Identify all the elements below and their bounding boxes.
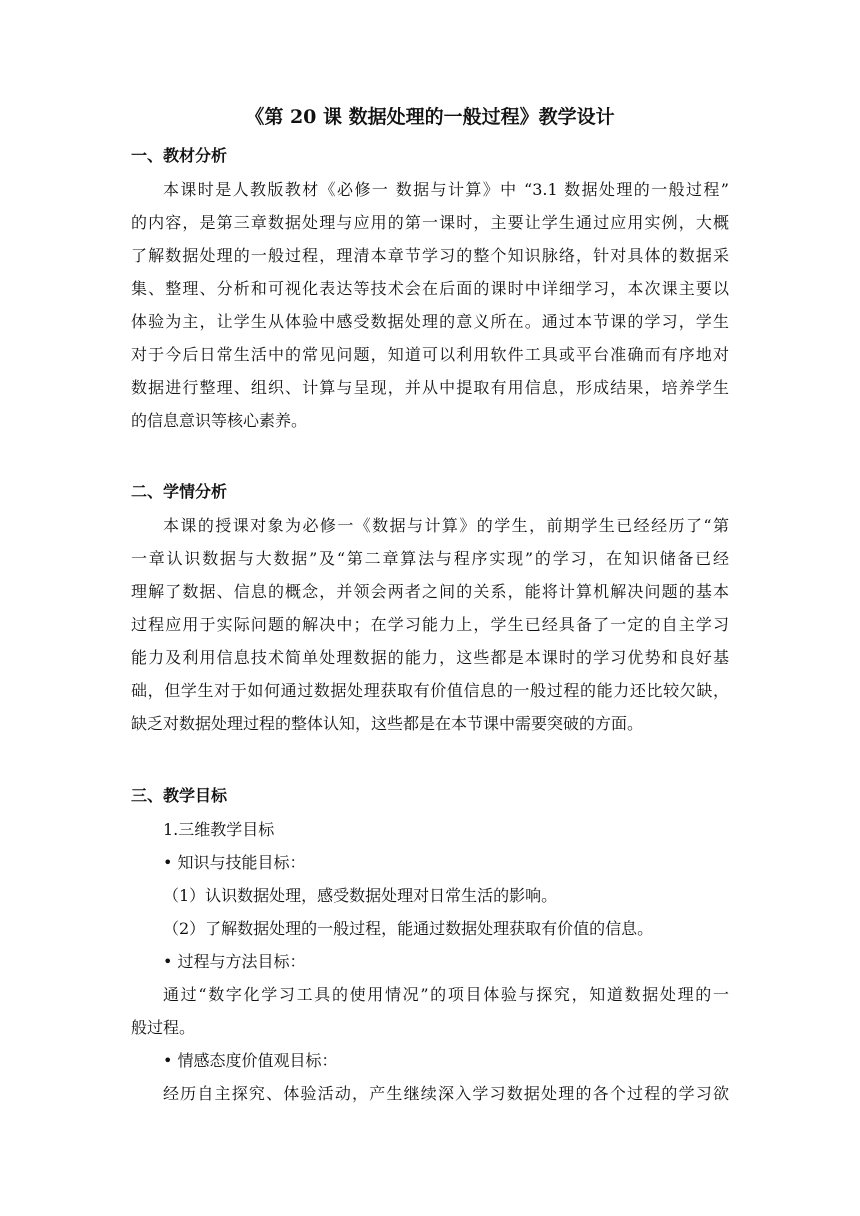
objective-label-emotion: • 情感态度价值观目标：: [163, 1051, 338, 1070]
paragraph-line: 理解了数据、信息的概念，并领会两者之间的关系，能将计算机解决问题的基本: [131, 582, 729, 601]
section-heading-textbook-analysis: 一、教材分析: [131, 146, 228, 165]
paragraph-line: 的内容，是第三章数据处理与应用的第一课时，主要让学生通过应用实例，大概: [131, 213, 729, 232]
paragraph-line: 础，但学生对于如何通过数据处理获取有价值信息的一般过程的能力还比较欠缺，: [131, 681, 729, 700]
paragraph-line: 通过“数字化学习工具的使用情况”的项目体验与探究，知道数据处理的一: [163, 985, 729, 1004]
objective-item: （1）认识数据处理，感受数据处理对日常生活的影响。: [163, 886, 558, 905]
paragraph-line: 的信息意识等核心素养。: [131, 411, 308, 430]
paragraph-line: 本课时是人教版教材《必修一 数据与计算》中 “3.1 数据处理的一般过程”: [163, 180, 729, 199]
paragraph-line: 了解数据处理的一般过程，理清本章节学习的整个知识脉络，针对具体的数据采: [131, 246, 729, 265]
paragraph-line: 般过程。: [131, 1018, 196, 1037]
paragraph-line: 缺乏对数据处理过程的整体认知，这些都是在本节课中需要突破的方面。: [131, 714, 644, 733]
section-heading-teaching-objectives: 三、教学目标: [131, 786, 228, 805]
paragraph-line: 体验为主，让学生从体验中感受数据处理的意义所在。通过本节课的学习，学生: [131, 312, 729, 331]
document-title: 《第 20 课 数据处理的一般过程》教学设计: [245, 106, 615, 128]
objective-label-process: • 过程与方法目标：: [163, 952, 306, 971]
objective-item: （2）了解数据处理的一般过程，能通过数据处理获取有价值的信息。: [163, 919, 654, 938]
paragraph-line: 经历自主探究、体验活动，产生继续深入学习数据处理的各个过程的学习欲: [163, 1084, 729, 1103]
paragraph-line: 数据进行整理、组织、计算与呈现，并从中提取有用信息，形成结果，培养学生: [131, 378, 729, 397]
paragraph-line: 对于今后日常生活中的常见问题，知道可以利用软件工具或平台准确而有序地对: [131, 345, 729, 364]
paragraph-line: 本课的授课对象为必修一《数据与计算》的学生，前期学生已经经历了“第: [163, 516, 729, 535]
paragraph-line: 集、整理、分析和可视化表达等技术会在后面的课时中详细学习，本次课主要以: [131, 279, 729, 298]
paragraph-line: 一章认识数据与大数据”及“第二章算法与程序实现”的学习，在知识储备已经: [131, 549, 729, 568]
objective-label-knowledge: • 知识与技能目标：: [163, 853, 306, 872]
paragraph-line: 能力及利用信息技术简单处理数据的能力，这些都是本课时的学习优势和良好基: [131, 648, 729, 667]
section-heading-student-analysis: 二、学情分析: [131, 482, 228, 501]
subsection-heading: 1.三维教学目标: [163, 820, 275, 839]
paragraph-line: 过程应用于实际问题的解决中；在学习能力上，学生已经具备了一定的自主学习: [131, 615, 729, 634]
